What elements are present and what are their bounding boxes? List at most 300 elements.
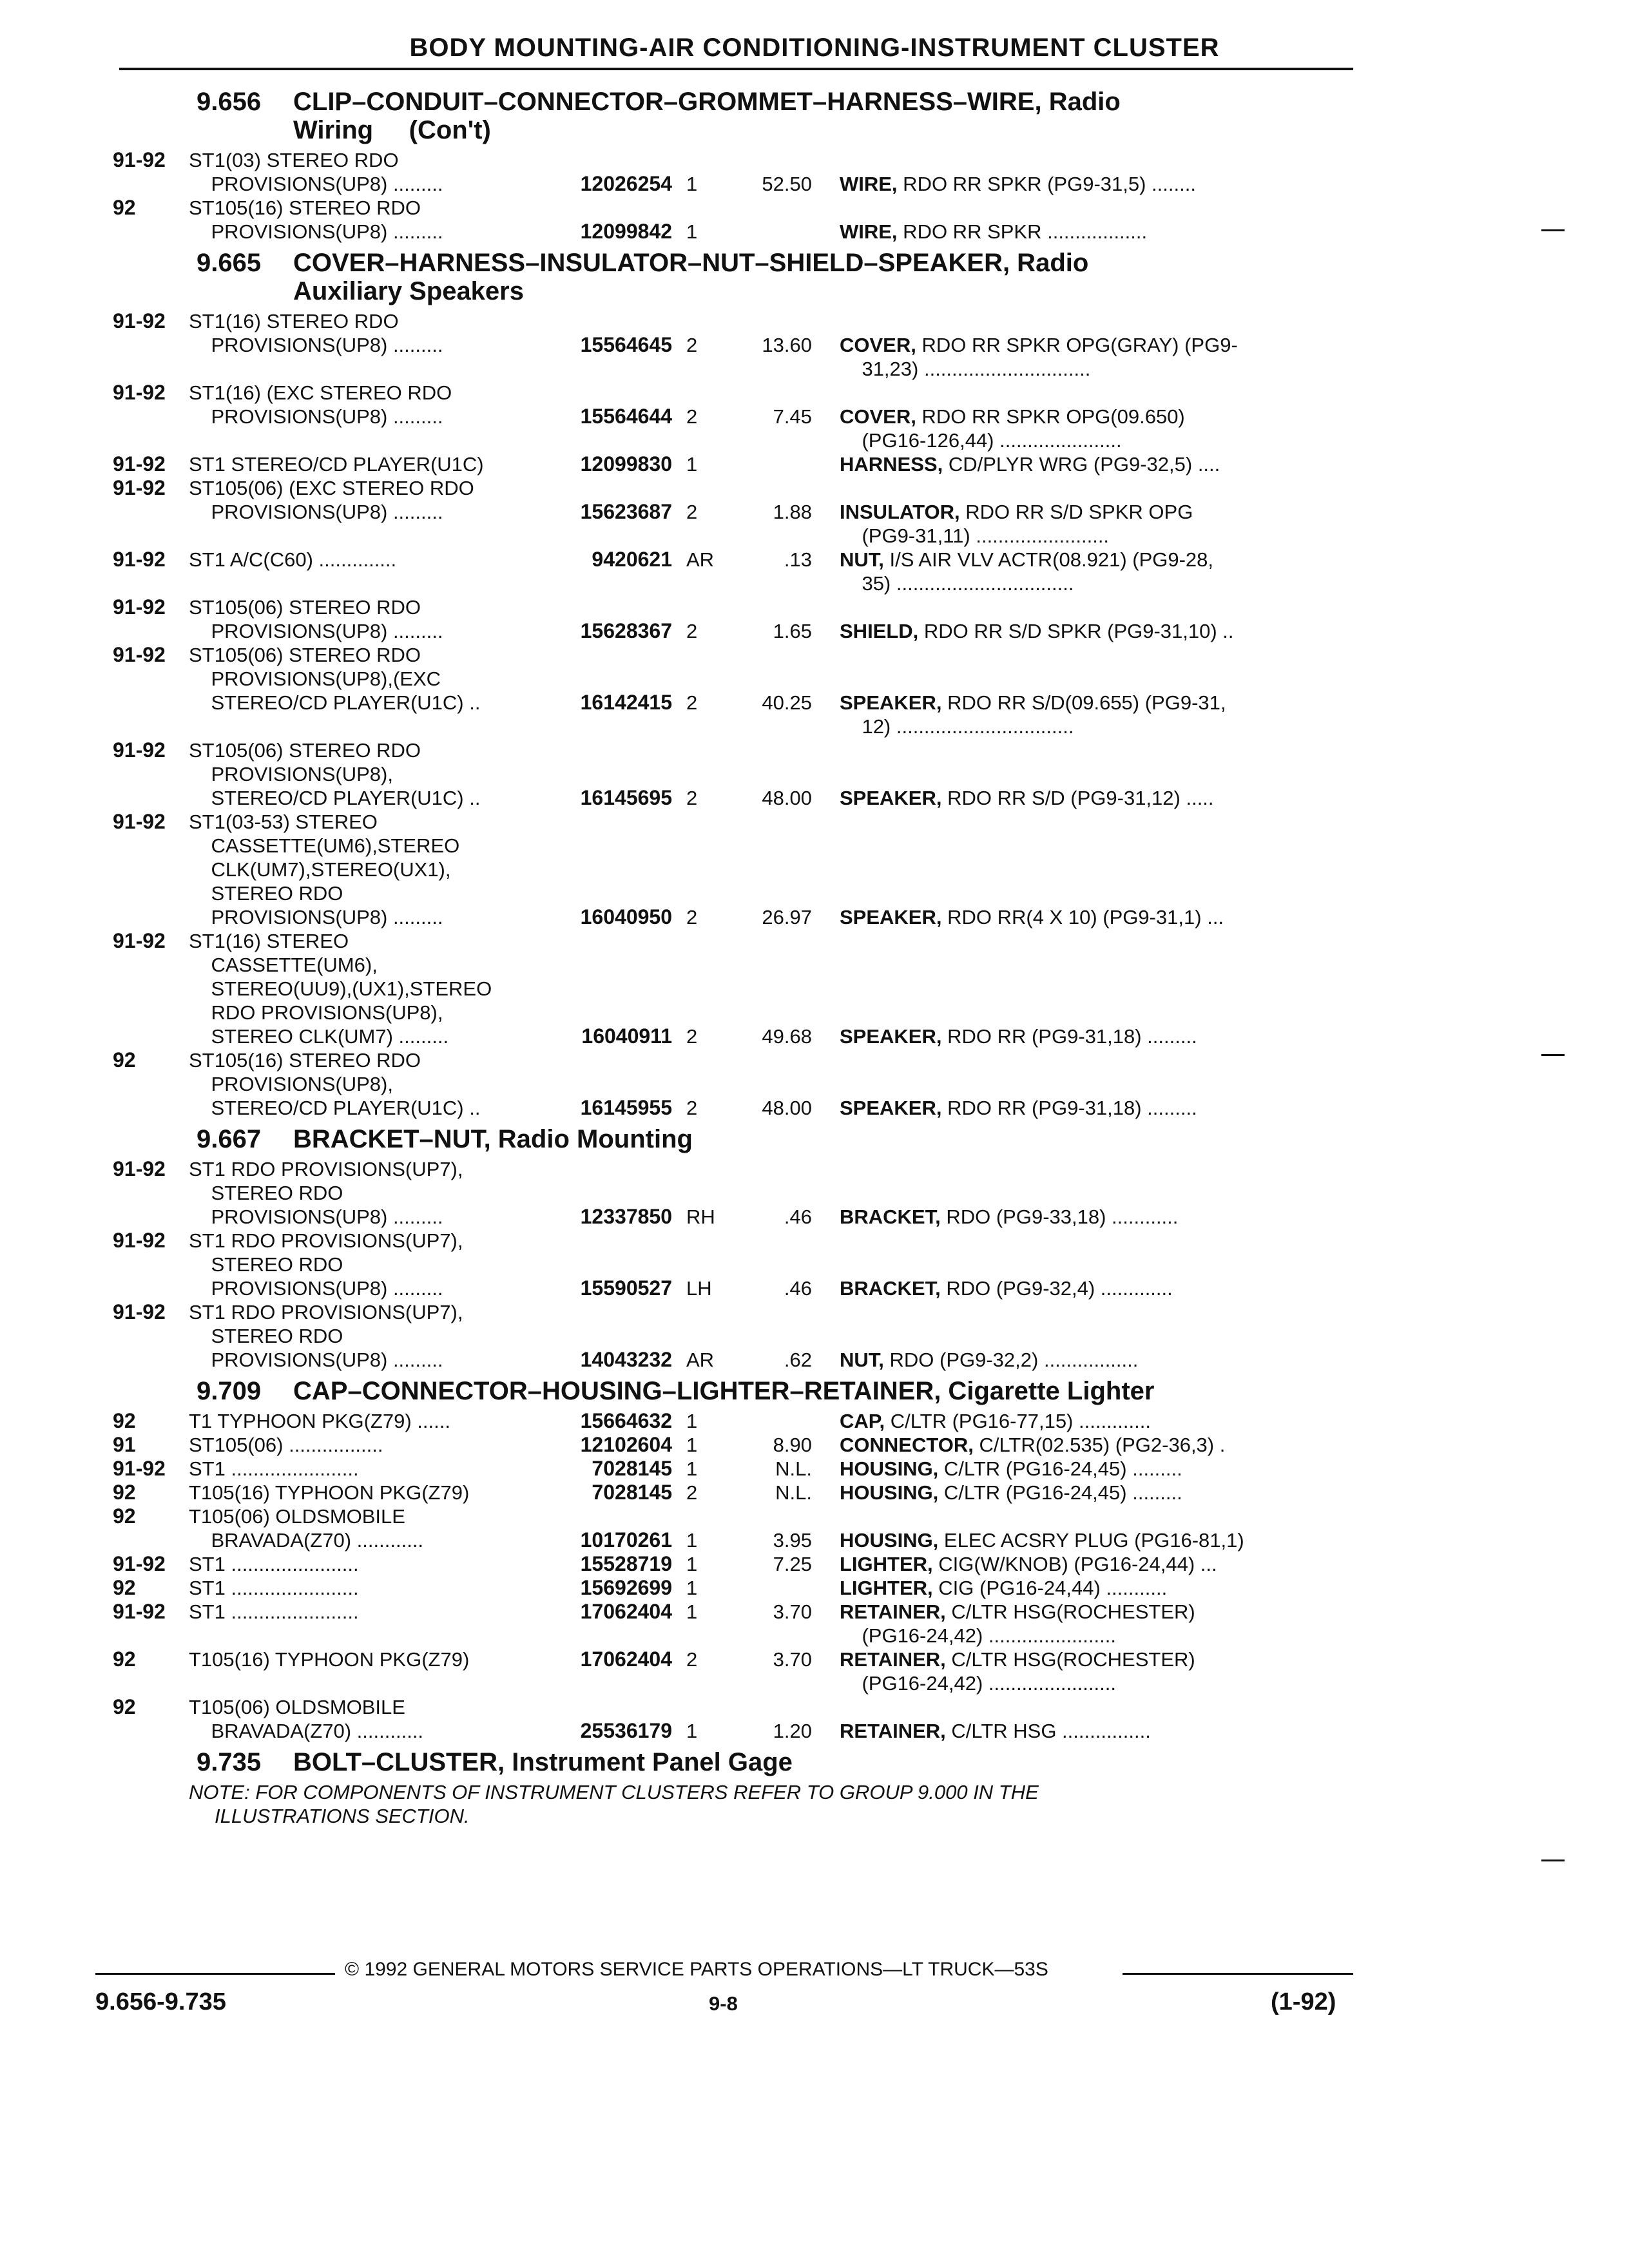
part-number bbox=[543, 1048, 672, 1072]
part-description bbox=[817, 1229, 1252, 1253]
parts-row bbox=[113, 762, 1360, 786]
part-description: HOUSING, C/LTR (PG16-24,45) ......... bbox=[840, 1457, 1182, 1480]
model-year: 92 bbox=[113, 1048, 136, 1072]
quantity: RH bbox=[686, 1206, 715, 1228]
model-year bbox=[113, 172, 189, 196]
parts-row bbox=[113, 1253, 1360, 1276]
part-description: (PG9-31,11) ........................ bbox=[840, 524, 1110, 547]
section-title bbox=[293, 249, 1298, 305]
vehicle-description: PROVISIONS(UP8) ......... bbox=[189, 405, 443, 428]
model-year bbox=[113, 500, 189, 524]
parts-row bbox=[113, 1205, 1360, 1229]
part-number bbox=[543, 762, 672, 786]
parts-row bbox=[113, 500, 1360, 524]
quantity bbox=[672, 929, 738, 953]
vehicle-description: CASSETTE(UM6), bbox=[189, 954, 378, 976]
part-number: 12026254 bbox=[580, 172, 672, 195]
parts-row bbox=[113, 1300, 1360, 1324]
quantity bbox=[672, 1001, 738, 1024]
parts-row bbox=[113, 786, 1360, 810]
part-description: BRACKET, RDO (PG9-33,18) ............ bbox=[840, 1206, 1179, 1228]
parts-row bbox=[113, 1504, 1360, 1528]
part-number bbox=[543, 524, 672, 548]
price bbox=[738, 452, 817, 476]
parts-row bbox=[113, 715, 1360, 738]
quantity bbox=[672, 715, 738, 738]
parts-row bbox=[113, 172, 1360, 196]
model-year: 92 bbox=[113, 1648, 136, 1671]
model-year bbox=[113, 1624, 189, 1648]
price bbox=[738, 476, 817, 500]
parts-row bbox=[113, 858, 1360, 881]
part-description: WIRE, RDO RR SPKR (PG9-31,5) ........ bbox=[840, 173, 1196, 195]
vehicle-description: T105(16) TYPHOON PKG(Z79) bbox=[189, 1648, 470, 1671]
parts-row bbox=[113, 309, 1360, 333]
model-year: 91-92 bbox=[113, 1300, 166, 1323]
quantity: 1 bbox=[686, 1410, 698, 1432]
part-description: 35) ................................ bbox=[840, 572, 1074, 595]
price bbox=[738, 881, 817, 905]
quantity: 1 bbox=[686, 453, 698, 476]
part-description: WIRE, RDO RR SPKR .................. bbox=[840, 220, 1148, 243]
price bbox=[738, 196, 817, 220]
model-year: 92 bbox=[113, 196, 136, 219]
part-number bbox=[543, 810, 672, 834]
part-number bbox=[543, 1695, 672, 1719]
model-year bbox=[113, 1096, 189, 1120]
parts-row bbox=[113, 953, 1360, 977]
section-title-line: CAP–CONNECTOR–HOUSING–LIGHTER–RETAINER, Cigarette Lighter bbox=[293, 1377, 1155, 1405]
vehicle-description: ST105(06) STEREO RDO bbox=[189, 596, 421, 619]
part-number bbox=[543, 834, 672, 858]
model-year: 91-92 bbox=[113, 929, 166, 952]
part-number bbox=[543, 667, 672, 691]
model-year: 91-92 bbox=[113, 643, 166, 666]
vehicle-description: PROVISIONS(UP8) ......... bbox=[189, 334, 443, 356]
price: 1.65 bbox=[773, 620, 812, 642]
parts-row bbox=[113, 196, 1360, 220]
price bbox=[738, 953, 817, 977]
section-title-line: BRACKET–NUT, Radio Mounting bbox=[293, 1125, 693, 1153]
section-title bbox=[293, 88, 1298, 144]
vehicle-description: ST1 RDO PROVISIONS(UP7), bbox=[189, 1229, 463, 1252]
part-description bbox=[817, 1072, 1252, 1096]
model-year bbox=[113, 977, 189, 1001]
quantity: 2 bbox=[686, 334, 698, 356]
parts-row bbox=[113, 333, 1360, 357]
price bbox=[738, 1157, 817, 1181]
part-description bbox=[817, 667, 1252, 691]
parts-row bbox=[113, 929, 1360, 953]
quantity: 2 bbox=[686, 691, 698, 714]
part-number bbox=[543, 381, 672, 405]
part-description: LIGHTER, CIG(W/KNOB) (PG16-24,44) ... bbox=[840, 1553, 1217, 1575]
vehicle-description: PROVISIONS(UP8), bbox=[189, 1073, 393, 1095]
part-description: INSULATOR, RDO RR S/D SPKR OPG bbox=[840, 501, 1193, 523]
price bbox=[738, 834, 817, 858]
part-description: SHIELD, RDO RR S/D SPKR (PG9-31,10) .. bbox=[840, 620, 1234, 642]
parts-catalog-content bbox=[113, 82, 1360, 1828]
parts-row bbox=[113, 881, 1360, 905]
page-header: BODY MOUNTING-AIR CONDITIONING-INSTRUMENT CLUSTER bbox=[409, 34, 1220, 62]
model-year bbox=[113, 405, 189, 428]
model-year bbox=[113, 858, 189, 881]
parts-row bbox=[113, 1671, 1360, 1695]
vehicle-description: STEREO RDO bbox=[189, 1253, 343, 1276]
quantity: LH bbox=[686, 1277, 712, 1300]
section-number: 9.656 bbox=[197, 88, 262, 116]
part-number: 12102604 bbox=[580, 1433, 672, 1456]
part-number bbox=[543, 1072, 672, 1096]
part-number bbox=[543, 476, 672, 500]
price bbox=[738, 1324, 817, 1348]
vehicle-description: CASSETTE(UM6),STEREO bbox=[189, 834, 460, 857]
part-description: (PG16-24,42) ....................... bbox=[840, 1672, 1116, 1695]
part-description bbox=[817, 1048, 1252, 1072]
model-year: 91-92 bbox=[113, 1157, 166, 1180]
part-description bbox=[817, 977, 1252, 1001]
parts-row bbox=[113, 1157, 1360, 1181]
part-description: (PG16-126,44) ...................... bbox=[840, 429, 1122, 452]
price bbox=[738, 1048, 817, 1072]
model-year bbox=[113, 834, 189, 858]
vehicle-description: ST1(16) STEREO bbox=[189, 930, 349, 952]
price: 7.25 bbox=[773, 1553, 812, 1575]
vehicle-description: ST1 ....................... bbox=[189, 1553, 359, 1575]
part-description: COVER, RDO RR SPKR OPG(GRAY) (PG9- bbox=[840, 334, 1238, 356]
header-rule bbox=[119, 68, 1353, 70]
quantity: 2 bbox=[686, 787, 698, 809]
part-number bbox=[543, 1300, 672, 1324]
quantity: 2 bbox=[686, 1648, 698, 1671]
quantity: AR bbox=[686, 548, 715, 571]
vehicle-description: ST1 A/C(C60) .............. bbox=[189, 548, 397, 571]
model-year: 91-92 bbox=[113, 148, 166, 171]
vehicle-description bbox=[189, 715, 543, 738]
vehicle-description bbox=[189, 572, 543, 595]
model-year: 91-92 bbox=[113, 738, 166, 762]
part-description: RETAINER, C/LTR HSG ................ bbox=[840, 1720, 1151, 1742]
parts-row bbox=[113, 1024, 1360, 1048]
model-year: 91 bbox=[113, 1433, 136, 1456]
quantity bbox=[672, 309, 738, 333]
vehicle-description: ST105(06) STEREO RDO bbox=[189, 739, 421, 762]
parts-row bbox=[113, 738, 1360, 762]
price bbox=[738, 1181, 817, 1205]
section-subtitle: Wiring (Con't) bbox=[293, 116, 491, 144]
price bbox=[738, 738, 817, 762]
price bbox=[738, 1409, 817, 1433]
margin-mark bbox=[1541, 1054, 1565, 1056]
section-title-line: BOLT–CLUSTER, Instrument Panel Gage bbox=[293, 1748, 793, 1776]
price: .13 bbox=[784, 548, 812, 571]
vehicle-description: PROVISIONS(UP8) ......... bbox=[189, 1277, 443, 1300]
part-description: LIGHTER, CIG (PG16-24,44) ........... bbox=[840, 1577, 1168, 1599]
margin-mark bbox=[1541, 1860, 1565, 1861]
price bbox=[738, 1072, 817, 1096]
price: 26.97 bbox=[762, 906, 812, 928]
part-number bbox=[543, 1229, 672, 1253]
section-title-line: COVER–HARNESS–INSULATOR–NUT–SHIELD–SPEAKER, Radio bbox=[293, 249, 1089, 277]
footer-date: (1-92) bbox=[1271, 1988, 1336, 2015]
quantity bbox=[672, 524, 738, 548]
price: 1.88 bbox=[773, 501, 812, 523]
part-number bbox=[543, 738, 672, 762]
parts-row bbox=[113, 1324, 1360, 1348]
part-description: SPEAKER, RDO RR (PG9-31,18) ......... bbox=[840, 1097, 1197, 1119]
section-heading bbox=[113, 249, 1360, 305]
part-number bbox=[543, 977, 672, 1001]
price bbox=[738, 428, 817, 452]
model-year: 91-92 bbox=[113, 381, 166, 404]
quantity bbox=[672, 1324, 738, 1348]
part-number: 16142415 bbox=[580, 691, 672, 714]
model-year bbox=[113, 220, 189, 244]
model-year bbox=[113, 1719, 189, 1743]
parts-row bbox=[113, 1600, 1360, 1624]
vehicle-description: ST1(16) (EXC STEREO RDO bbox=[189, 381, 452, 404]
vehicle-description: T105(16) TYPHOON PKG(Z79) bbox=[189, 1481, 470, 1504]
vehicle-description: BRAVADA(Z70) ............ bbox=[189, 1529, 424, 1552]
price: 49.68 bbox=[762, 1025, 812, 1048]
parts-row bbox=[113, 524, 1360, 548]
quantity bbox=[672, 667, 738, 691]
price bbox=[738, 715, 817, 738]
quantity bbox=[672, 881, 738, 905]
model-year bbox=[113, 667, 189, 691]
part-number bbox=[543, 595, 672, 619]
parts-row bbox=[113, 810, 1360, 834]
model-year bbox=[113, 786, 189, 810]
part-description bbox=[817, 148, 1252, 172]
part-description: 12) ................................ bbox=[840, 715, 1074, 738]
vehicle-description: ST105(06) (EXC STEREO RDO bbox=[189, 477, 474, 499]
parts-row bbox=[113, 1624, 1360, 1648]
price bbox=[738, 148, 817, 172]
section-title-line: CLIP–CONDUIT–CONNECTOR–GROMMET–HARNESS–WIRE, Radio bbox=[293, 88, 1121, 116]
part-number: 16040911 bbox=[581, 1024, 672, 1048]
part-number: 15528719 bbox=[580, 1552, 672, 1575]
model-year bbox=[113, 1024, 189, 1048]
quantity bbox=[672, 1300, 738, 1324]
vehicle-description: ST105(16) STEREO RDO bbox=[189, 1049, 421, 1072]
part-description bbox=[817, 1253, 1252, 1276]
part-description: COVER, RDO RR SPKR OPG(09.650) bbox=[840, 405, 1185, 428]
part-number: 15623687 bbox=[580, 500, 672, 523]
quantity bbox=[672, 357, 738, 381]
price: N.L. bbox=[775, 1457, 812, 1480]
parts-row bbox=[113, 834, 1360, 858]
part-description bbox=[817, 858, 1252, 881]
quantity bbox=[672, 572, 738, 595]
part-description bbox=[817, 643, 1252, 667]
price: 3.70 bbox=[773, 1600, 812, 1623]
vehicle-description: STEREO CLK(UM7) ......... bbox=[189, 1025, 449, 1048]
parts-row bbox=[113, 1552, 1360, 1576]
catalog-section bbox=[113, 249, 1360, 1120]
parts-row bbox=[113, 1001, 1360, 1024]
part-description: (PG16-24,42) ....................... bbox=[840, 1624, 1116, 1647]
part-number bbox=[543, 715, 672, 738]
model-year bbox=[113, 524, 189, 548]
quantity bbox=[672, 1671, 738, 1695]
part-description: SPEAKER, RDO RR S/D(09.655) (PG9-31, bbox=[840, 691, 1226, 714]
price bbox=[738, 381, 817, 405]
model-year bbox=[113, 1528, 189, 1552]
model-year bbox=[113, 1671, 189, 1695]
part-number: 15692699 bbox=[580, 1576, 672, 1599]
vehicle-description: T1 TYPHOON PKG(Z79) ...... bbox=[189, 1410, 450, 1432]
part-number bbox=[543, 643, 672, 667]
quantity bbox=[672, 977, 738, 1001]
part-description bbox=[817, 1324, 1252, 1348]
vehicle-description: ST1(16) STEREO RDO bbox=[189, 310, 399, 332]
model-year bbox=[113, 762, 189, 786]
model-year bbox=[113, 691, 189, 715]
parts-row bbox=[113, 1096, 1360, 1120]
price bbox=[738, 1671, 817, 1695]
vehicle-description bbox=[189, 428, 543, 452]
part-number: 15628367 bbox=[580, 619, 672, 642]
part-description: HARNESS, CD/PLYR WRG (PG9-32,5) .... bbox=[840, 453, 1220, 476]
part-number: 16145955 bbox=[580, 1096, 672, 1119]
section-number: 9.735 bbox=[197, 1748, 262, 1776]
part-number bbox=[543, 1181, 672, 1205]
model-year: 91-92 bbox=[113, 309, 166, 332]
footer-copyright: © 1992 GENERAL MOTORS SERVICE PARTS OPERATIONS—LT TRUCK—53S bbox=[345, 1959, 1048, 1980]
price bbox=[738, 762, 817, 786]
section-title bbox=[293, 1125, 1298, 1153]
vehicle-description: T105(06) OLDSMOBILE bbox=[189, 1505, 405, 1528]
vehicle-description: BRAVADA(Z70) ............ bbox=[189, 1720, 424, 1742]
part-number bbox=[543, 572, 672, 595]
section-heading bbox=[113, 88, 1360, 144]
model-year bbox=[113, 333, 189, 357]
part-description bbox=[817, 1181, 1252, 1205]
price: 7.45 bbox=[773, 405, 812, 428]
parts-row bbox=[113, 1433, 1360, 1457]
quantity: 1 bbox=[686, 220, 698, 243]
quantity bbox=[672, 953, 738, 977]
part-number bbox=[543, 858, 672, 881]
price: 40.25 bbox=[762, 691, 812, 714]
model-year bbox=[113, 1072, 189, 1096]
part-description: SPEAKER, RDO RR(4 X 10) (PG9-31,1) ... bbox=[840, 906, 1224, 928]
catalog-section bbox=[113, 1125, 1360, 1372]
section-title bbox=[293, 1748, 1298, 1776]
part-description bbox=[817, 929, 1252, 953]
section-number: 9.667 bbox=[197, 1125, 262, 1153]
quantity bbox=[672, 595, 738, 619]
quantity: 1 bbox=[686, 1457, 698, 1480]
footer-page-number: 9-8 bbox=[709, 1992, 738, 2015]
part-description bbox=[817, 1001, 1252, 1024]
price bbox=[738, 1229, 817, 1253]
price: .62 bbox=[784, 1349, 812, 1371]
part-number: 7028145 bbox=[592, 1457, 672, 1480]
quantity bbox=[672, 834, 738, 858]
model-year: 91-92 bbox=[113, 476, 166, 499]
part-number bbox=[543, 196, 672, 220]
model-year: 91-92 bbox=[113, 1552, 166, 1575]
section-title bbox=[293, 1377, 1298, 1405]
model-year: 91-92 bbox=[113, 452, 166, 476]
parts-row bbox=[113, 572, 1360, 595]
part-description: SPEAKER, RDO RR (PG9-31,18) ......... bbox=[840, 1025, 1197, 1048]
quantity bbox=[672, 1253, 738, 1276]
model-year: 91-92 bbox=[113, 595, 166, 619]
vehicle-description: ST1 RDO PROVISIONS(UP7), bbox=[189, 1301, 463, 1323]
parts-row bbox=[113, 220, 1360, 244]
vehicle-description: ST1 STEREO/CD PLAYER(U1C) bbox=[189, 453, 484, 476]
parts-row bbox=[113, 1181, 1360, 1205]
footer-rule-right bbox=[1123, 1973, 1353, 1975]
model-year bbox=[113, 1276, 189, 1300]
vehicle-description: STEREO RDO bbox=[189, 882, 343, 905]
part-description bbox=[817, 595, 1252, 619]
part-number bbox=[543, 1324, 672, 1348]
parts-row bbox=[113, 905, 1360, 929]
part-description: 31,23) .............................. bbox=[840, 358, 1091, 380]
vehicle-description bbox=[189, 524, 543, 548]
model-year bbox=[113, 953, 189, 977]
part-description bbox=[817, 834, 1252, 858]
part-description bbox=[817, 810, 1252, 834]
part-number: 17062404 bbox=[580, 1648, 672, 1671]
part-description bbox=[817, 881, 1252, 905]
model-year: 92 bbox=[113, 1409, 136, 1432]
quantity bbox=[672, 1181, 738, 1205]
price bbox=[738, 220, 817, 244]
model-year bbox=[113, 1324, 189, 1348]
quantity: 2 bbox=[686, 1025, 698, 1048]
model-year bbox=[113, 572, 189, 595]
part-number: 7028145 bbox=[592, 1481, 672, 1504]
parts-row bbox=[113, 1576, 1360, 1600]
price bbox=[738, 1253, 817, 1276]
part-number: 12099830 bbox=[580, 452, 672, 476]
quantity: 1 bbox=[686, 1529, 698, 1552]
quantity bbox=[672, 762, 738, 786]
catalog-section bbox=[113, 1377, 1360, 1743]
quantity: 1 bbox=[686, 1577, 698, 1599]
vehicle-description: ST105(06) ................. bbox=[189, 1434, 383, 1456]
model-year bbox=[113, 715, 189, 738]
price: 3.95 bbox=[773, 1529, 812, 1552]
footer-section-range: 9.656-9.735 bbox=[95, 1988, 226, 2015]
price bbox=[738, 1504, 817, 1528]
vehicle-description: STEREO(UU9),(UX1),STEREO bbox=[189, 977, 492, 1000]
vehicle-description: PROVISIONS(UP8) ......... bbox=[189, 220, 443, 243]
quantity bbox=[672, 1695, 738, 1719]
price: .46 bbox=[784, 1277, 812, 1300]
part-description bbox=[817, 476, 1252, 500]
part-description: SPEAKER, RDO RR S/D (PG9-31,12) ..... bbox=[840, 787, 1214, 809]
parts-row bbox=[113, 1695, 1360, 1719]
parts-row bbox=[113, 357, 1360, 381]
parts-row bbox=[113, 643, 1360, 667]
price bbox=[738, 929, 817, 953]
section-heading bbox=[113, 1125, 1360, 1153]
quantity bbox=[672, 858, 738, 881]
part-description bbox=[817, 309, 1252, 333]
quantity bbox=[672, 476, 738, 500]
parts-row bbox=[113, 476, 1360, 500]
vehicle-description: PROVISIONS(UP8) ......... bbox=[189, 501, 443, 523]
price bbox=[738, 1576, 817, 1600]
model-year: 92 bbox=[113, 1576, 136, 1599]
part-number: 12099842 bbox=[580, 220, 672, 243]
